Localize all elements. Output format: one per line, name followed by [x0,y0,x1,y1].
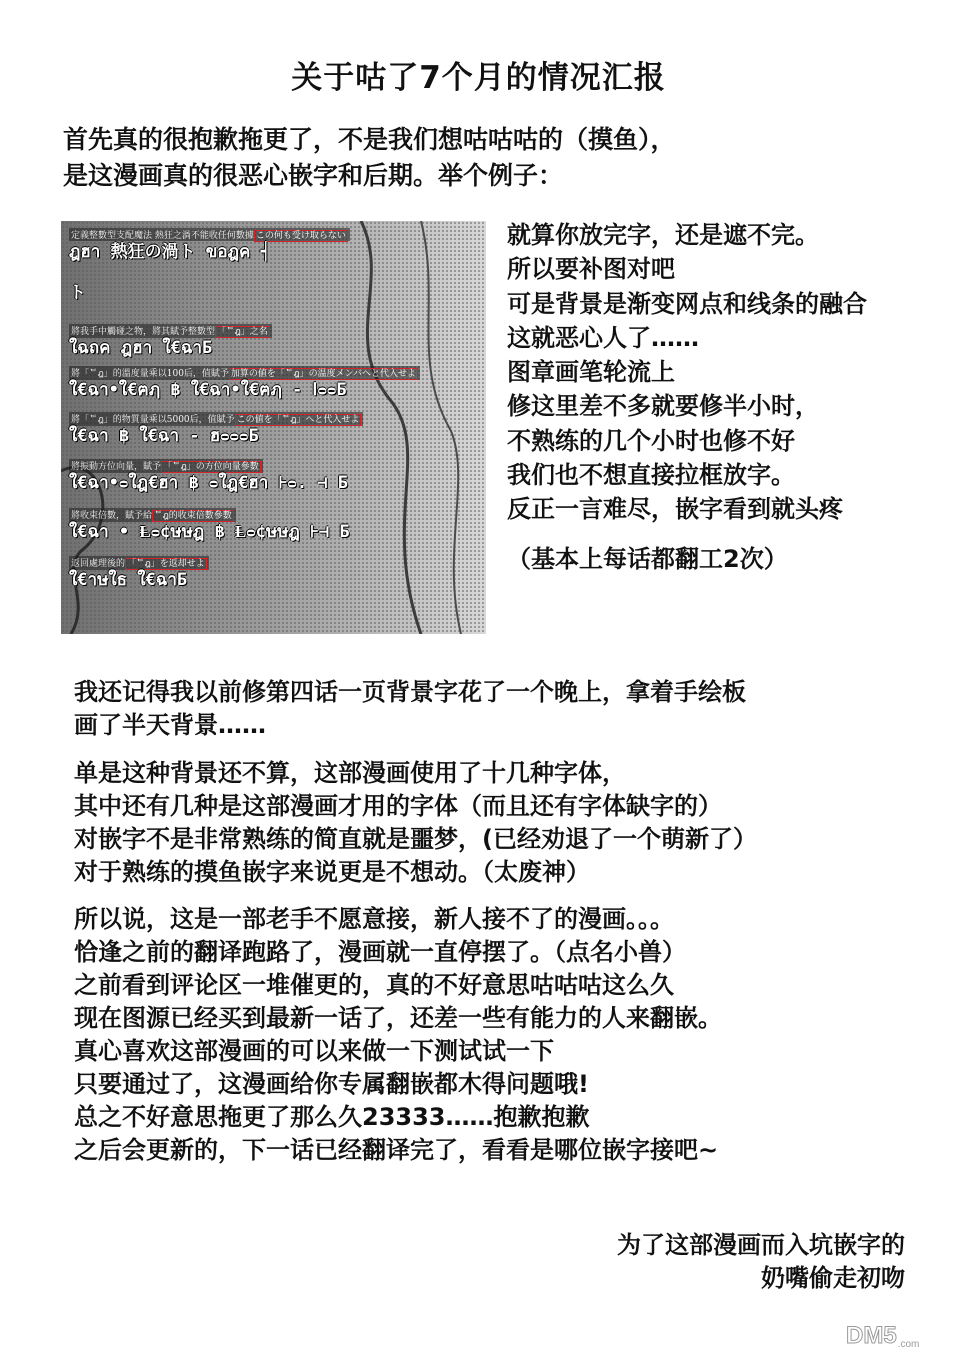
text-line: 真心喜欢这部漫画的可以来做一下测试试一下 [74,1037,554,1065]
text-line: 不熟练的几个小时也修不好 [507,426,795,455]
text-line: 单是这种背景还不算，这部漫画使用了十几种字体， [74,759,626,787]
text-line: 总之不好意思拖更了那么久23333……抱歉抱歉 [74,1103,590,1131]
example-manga-panel [61,221,486,634]
text-line: 反正一言难尽，嵌字看到就头疼 [507,495,843,524]
text-line: 对嵌字不是非常熟练的简直就是噩梦，(已经劝退了一个萌新了） [74,825,757,853]
text-line: 首先真的很抱歉拖更了，不是我们想咕咕咕的（摸鱼）， [63,125,676,154]
text-line: 所以说，这是一部老手不愿意接，新人接不了的漫画。。。 [74,905,674,933]
page-title: 关于咕了7个月的情况汇报 [291,60,666,96]
paragraph-fonts [74,757,924,889]
intro-paragraph [63,122,883,194]
example-text-row: 將「ᄃฎ」的物質量乘以5000后，值賦予 この値を「ᄃฎ」へと代入せよ ใ€ฉา ฿ ใ€ฉา - ฮᴑᴑᴑБ [69,407,479,446]
text-line: 恰逢之前的翻译跑路了，漫画就一直停摆了。（点名小兽） [74,938,686,966]
text-line: 我们也不想直接拉框放字。 [507,461,795,490]
example-text-row: 將振動方位向量，賦予 「ᄃฎ」の方位向量參數 ใ€ฉา•ᴑใฎ€ฮา ฿ ᴑใฎ€ฮา ⊦ᴑ. ⊣ Б [69,454,479,493]
text-line: 图章画笔轮流上 [507,358,675,387]
signature-line: 为了这部漫画而入坑嵌字的 [617,1231,905,1259]
text-line: 可是背景是渐变网点和线条的融合 [507,289,867,318]
example-text-row: 將我手中觸碰之物，將其賦予整數型 「ᄃฎ」之名 ใฉถค ฎฮา ใ€ฉาБ [69,319,479,358]
signature [617,1229,905,1295]
site-watermark-logo [846,1322,942,1350]
text-line: 现在图源已经买到最新一话了，还差一些有能力的人来翻嵌。 [74,1004,722,1032]
side-note: （基本上每话都翻工2次） [507,544,788,573]
example-text-row: ト [69,283,86,303]
text-line: 对于熟练的摸鱼嵌字来说更是不想动。（太废神） [74,858,590,886]
paragraph-memory [74,676,924,742]
text-line: 其中还有几种是这部漫画才用的字体（而且还有字体缺字的） [74,792,722,820]
text-line: 所以要补图对吧 [507,255,675,284]
text-line: 画了半天背景…… [74,711,266,739]
text-line: 这就恶心人了…… [507,323,699,352]
paragraph-recruitment [74,903,924,1167]
text-line: 修这里差不多就要修半小时， [507,392,819,421]
text-line: 之前看到评论区一堆催更的，真的不好意思咕咕咕这么久 [74,971,674,999]
watermark-main: DM5 [846,1322,897,1349]
signature-name: 奶嘴偷走初吻 [761,1264,905,1292]
side-explanation [507,218,947,574]
example-text-row: 將「ᄃฎ」的溫度量乘以100后，值賦予 加算の値を「ᄃฎ」の温度メンバへと代入せよ ใ€ฉา•ใ€ฅฦ ฿ ใ€ฉา•ใ€ฅฦ - ⅠᴑᴑБ [69,361,479,400]
text-line: 是这漫画真的很恶心嵌字和后期。举个例子： [63,161,564,190]
example-text-row: 定義整數型支配魔法 熱狂之渦不能收任何數據 この何も受け取らない ฎฮา 熱狂の渦ト ขอฎค ┥ [69,223,479,262]
text-line: 只要通过了，这漫画给你专属翻嵌都木得问题哦! [74,1070,589,1098]
text-line: 就算你放完字，还是遮不完。 [507,221,819,249]
example-text-row: 返回處理後的 「ᄃฎ」を返却せよ ใ€าษใธ ใ€ฉาБ [69,551,479,590]
watermark-sub: .com [897,1339,920,1350]
example-text-row: 將收束倍數，賦予給 ᄃฎ的收束倍數參數 ใ€ฉา • Ⱡᴑ¢ษษฎ ฿ Ⱡᴑ¢ษษฎ ⊦⊣ Б [69,503,479,542]
text-line: 之后会更新的，下一话已经翻译完了，看看是哪位嵌字接吧~ [74,1136,719,1164]
text-line: 我还记得我以前修第四话一页背景字花了一个晚上，拿着手绘板 [74,678,746,706]
